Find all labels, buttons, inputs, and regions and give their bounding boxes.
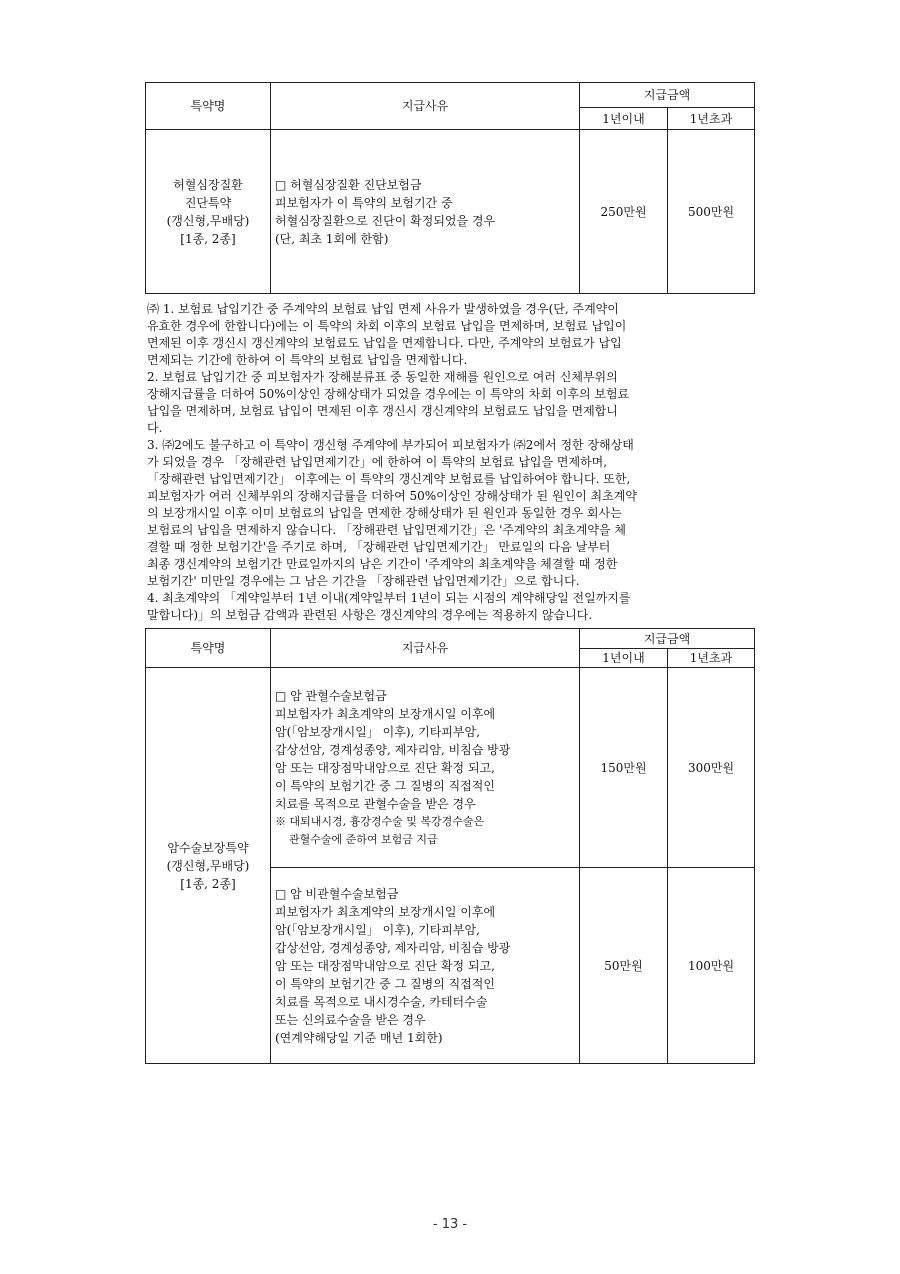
note-line: 면제되는 기간에 한하여 이 특약의 보험료 납입을 면제합니다. — [147, 353, 468, 367]
reason-line: 이 특약의 보험기간 중 그 질병의 직접적인 — [275, 778, 495, 793]
reason-line: 이 특약의 보험기간 중 그 질병의 직접적인 — [275, 976, 495, 991]
reason-line: 치료를 목적으로 내시경수술, 카테터수술 — [275, 994, 488, 1009]
rider-name-line: (갱신형,무배당) — [166, 858, 250, 873]
amount-over-1-year: 300만원 — [668, 668, 755, 868]
note-line: 4. 최초계약의 「계약일부터 1년 이내(계약일부터 1년이 되는 시점의 계약해당일 전일까지를 — [147, 591, 631, 605]
header-payment-amount: 지급금액 — [580, 83, 755, 108]
rider-name-cell — [146, 130, 271, 294]
note-line: 결할 때 정한 보험기간'을 주기로 하며, 「장해관련 납입면제기간」 만료일의 다음 날부터 — [147, 540, 611, 554]
reason-line: 암(「암보장개시일」 이후), 기타피부암, — [275, 922, 480, 937]
note-line: 말합니다)」의 보험금 감액과 관련된 사항은 갱신계약의 경우에는 적용하지 않습니다. — [147, 608, 593, 622]
reason-line: □ 암 비관혈수술보험금 — [275, 886, 399, 901]
reason-line: 암(「암보장개시일」 이후), 기타피부암, — [275, 724, 480, 739]
note-line: 장해지급률을 더하여 50%이상인 장해상태가 되었을 경우에는 이 특약의 차회 이후의 보험료 — [147, 387, 630, 401]
note-line: 「장해관련 납입면제기간」 이후에는 이 특약의 갱신계약 보험료를 납입하여야 합니다. 또한, — [147, 472, 631, 486]
rider-name-cell — [146, 668, 271, 1064]
amount-within-1-year: 250만원 — [580, 130, 668, 294]
header-within-1-year: 1년이내 — [580, 108, 668, 130]
reason-line: 갑상선암, 경계성종양, 제자리암, 비침습 방광 — [275, 940, 511, 955]
header-payment-reason: 지급사유 — [271, 629, 580, 668]
rider-name-line: 암수술보장특약 — [167, 840, 249, 855]
note-line: ㈜ 1. 보험료 납입기간 중 주계약의 보험료 납입 면제 사유가 발생하였을 경우(단, 주계약이 — [147, 302, 619, 316]
header-rider-name: 특약명 — [146, 83, 271, 130]
reason-line: 또는 신의료수술을 받은 경우 — [275, 1012, 426, 1027]
reason-line: (연계약해당일 기준 매년 1회한) — [275, 1030, 443, 1045]
payment-reason-cell-open-surgery — [271, 668, 580, 868]
reason-line: (단, 최초 1회에 한함) — [275, 231, 389, 246]
reason-line: 암 또는 대장점막내암으로 진단 확정 되고, — [275, 958, 495, 973]
note-line: 피보험자가 여러 신체부위의 장해지급률을 더하여 50%이상인 장해상태가 된 원인이 최초계약 — [147, 489, 637, 503]
page-number: - 13 - — [432, 1217, 468, 1232]
header-over-1-year: 1년초과 — [668, 649, 755, 668]
note-line: 보험기간' 미만일 경우에는 그 남은 기간을 「장해관련 납입면제기간」으로 합니다. — [147, 574, 580, 588]
amount-over-1-year: 100만원 — [668, 868, 755, 1064]
header-rider-name: 특약명 — [146, 629, 271, 668]
notes-block — [147, 301, 753, 624]
amount-over-1-year: 500만원 — [668, 130, 755, 294]
reason-line: □ 암 관혈수술보험금 — [275, 688, 387, 703]
rider-name-line: 진단특약 — [184, 195, 232, 210]
reason-line: □ 허혈심장질환 진단보험금 — [275, 177, 422, 192]
reason-line: 갑상선암, 경계성종양, 제자리암, 비침습 방광 — [275, 742, 511, 757]
amount-within-1-year: 50만원 — [580, 868, 668, 1064]
reason-line: 암 또는 대장점막내암으로 진단 확정 되고, — [275, 760, 495, 775]
header-within-1-year: 1년이내 — [580, 649, 668, 668]
reason-line: 피보험자가 최초계약의 보장개시일 이후에 — [275, 904, 496, 919]
rider-name-line: [1종, 2종] — [180, 231, 236, 246]
header-over-1-year: 1년초과 — [668, 108, 755, 130]
note-line: 최종 갱신계약의 보험기간 만료일까지의 남은 기간이 '주계약의 최초계약을 체결할 때 정한 — [147, 557, 618, 571]
note-line: 2. 보험료 납입기간 중 피보험자가 장해분류표 중 동일한 재해를 원인으로 여러 신체부위의 — [147, 370, 618, 384]
reason-line: 허혈심장질환으로 진단이 확정되었을 경우 — [275, 213, 496, 228]
note-line: 납입을 면제하며, 보험료 납입이 면제된 이후 갱신시 갱신계약의 보험료도 납입을 면제합니 — [147, 404, 618, 418]
header-payment-amount: 지급금액 — [580, 629, 755, 649]
rider-name-line: [1종, 2종] — [180, 876, 236, 891]
note-line: 의 보장개시일 이후 이미 보험료의 납입을 면제한 장해상태가 된 원인과 동일한 경우 회사는 — [147, 506, 622, 520]
reason-line: 피보험자가 이 특약의 보험기간 중 — [275, 195, 453, 210]
note-line: 면제된 이후 갱신시 갱신계약의 보험료도 납입을 면제합니다. 다만, 주계약의 보험료가 납입 — [147, 336, 622, 350]
reason-note-line: 관혈수술에 준하여 보험금 지급 — [289, 832, 438, 846]
note-line: 가 되었을 경우 「장해관련 납입면제기간」에 한하여 이 특약의 보험료 납입을 면제하며, — [147, 455, 608, 469]
payment-reason-cell-non-open-surgery — [271, 868, 580, 1064]
reason-line: 피보험자가 최초계약의 보장개시일 이후에 — [275, 706, 496, 721]
header-payment-reason: 지급사유 — [271, 83, 580, 130]
payment-reason-cell — [271, 130, 580, 294]
note-line: 다. — [147, 421, 163, 435]
amount-within-1-year: 150만원 — [580, 668, 668, 868]
reason-note-line: ※ 대퇴내시경, 흉강경수술 및 복강경수술은 — [275, 814, 485, 828]
rider-table-cancer-surgery — [145, 628, 755, 1064]
note-line: 보험료의 납입을 면제하지 않습니다. 「장해관련 납입면제기간」은 '주계약의 최초계약을 체 — [147, 523, 626, 537]
reason-line: 치료를 목적으로 관혈수술을 받은 경우 — [275, 796, 476, 811]
rider-table-ischemic-heart — [145, 82, 755, 294]
note-line: 3. ㈜2에도 불구하고 이 특약이 갱신형 주계약에 부가되어 피보험자가 ㈜2에서 정한 장해상태 — [147, 438, 634, 452]
rider-name-line: (갱신형,무배당) — [166, 213, 250, 228]
note-line: 유효한 경우에 한합니다)에는 이 특약의 차회 이후의 보험료 납입을 면제하며, 보험료 납입이 — [147, 319, 627, 333]
rider-name-line: 허혈심장질환 — [173, 177, 243, 192]
